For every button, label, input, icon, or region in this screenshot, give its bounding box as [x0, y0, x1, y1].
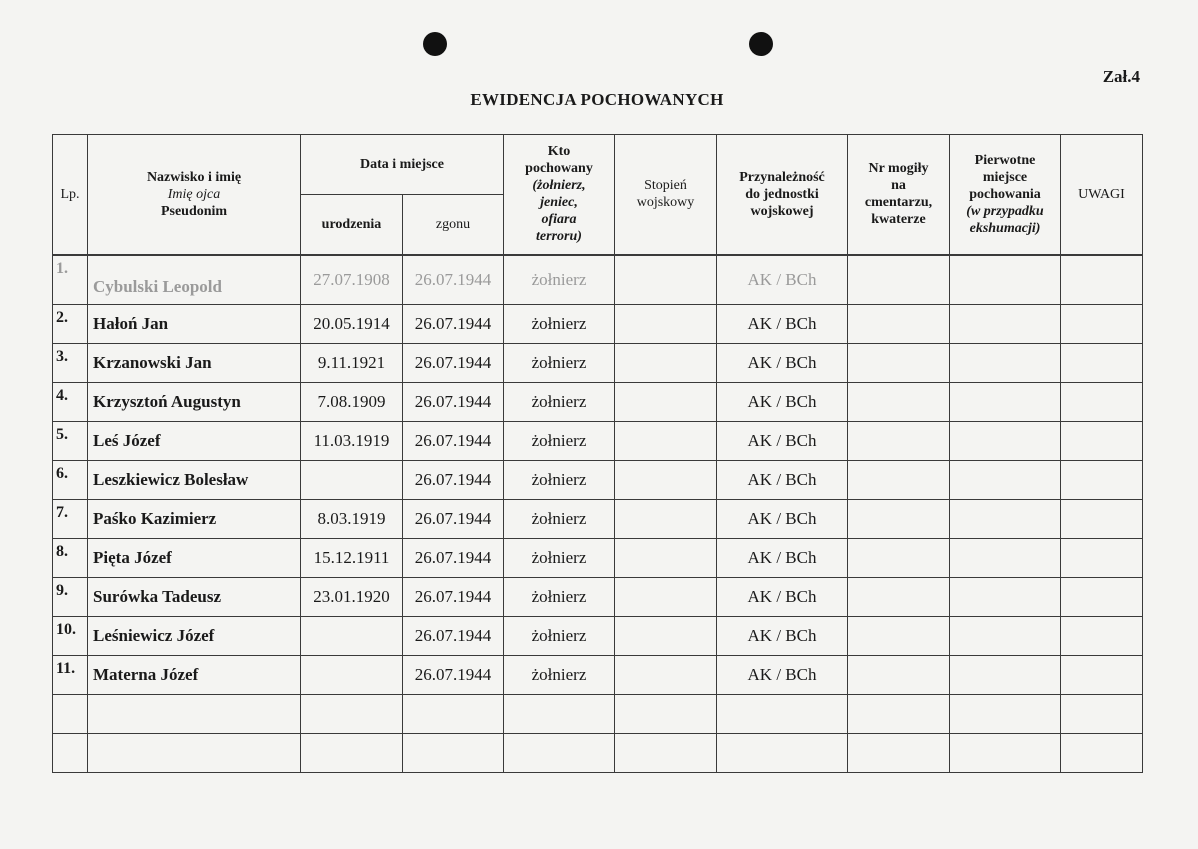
row-birth-date — [301, 655, 403, 694]
row-original-burial — [950, 499, 1061, 538]
row-remarks — [1061, 304, 1143, 343]
row-grave-number — [848, 694, 950, 733]
row-rank — [615, 616, 717, 655]
burial-register-table — [52, 134, 1143, 773]
header-name: Nazwisko i imię Imię ojca Pseudonim — [88, 135, 301, 255]
row-grave-number — [848, 255, 950, 305]
header-grave-number: Nr mogiły na cmentarzu, kwaterze — [848, 135, 950, 255]
row-who-buried: żołnierz — [504, 538, 615, 577]
row-name: Materna Józef — [88, 655, 301, 694]
row-grave-number — [848, 421, 950, 460]
row-grave-number — [848, 655, 950, 694]
row-who-buried — [504, 733, 615, 772]
row-original-burial — [950, 616, 1061, 655]
row-rank — [615, 733, 717, 772]
row-name: Krzanowski Jan — [88, 343, 301, 382]
row-original-burial — [950, 343, 1061, 382]
row-who-buried: żołnierz — [504, 655, 615, 694]
row-name: Leszkiewicz Bolesław — [88, 460, 301, 499]
row-number: 10. — [53, 616, 88, 655]
row-death-date — [403, 733, 504, 772]
table-row — [53, 421, 1143, 460]
table-row — [53, 655, 1143, 694]
row-remarks — [1061, 655, 1143, 694]
row-birth-date — [301, 733, 403, 772]
row-who-buried: żołnierz — [504, 577, 615, 616]
row-death-date: 26.07.1944 — [403, 421, 504, 460]
row-name: Pięta Józef — [88, 538, 301, 577]
header-lp: Lp. — [53, 135, 88, 255]
row-original-burial — [950, 577, 1061, 616]
row-grave-number — [848, 733, 950, 772]
row-original-burial — [950, 421, 1061, 460]
row-name — [88, 733, 301, 772]
table-row — [53, 499, 1143, 538]
header-original-burial: Pierwotne miejsce pochowania (w przypadku ekshumacji) — [950, 135, 1061, 255]
row-rank — [615, 421, 717, 460]
row-who-buried — [504, 694, 615, 733]
row-name — [88, 694, 301, 733]
row-original-burial — [950, 733, 1061, 772]
row-birth-date: 15.12.1911 — [301, 538, 403, 577]
row-rank — [615, 304, 717, 343]
row-grave-number — [848, 538, 950, 577]
row-original-burial — [950, 255, 1061, 305]
row-remarks — [1061, 421, 1143, 460]
row-grave-number — [848, 343, 950, 382]
row-original-burial — [950, 694, 1061, 733]
row-original-burial — [950, 538, 1061, 577]
row-grave-number — [848, 382, 950, 421]
row-death-date: 26.07.1944 — [403, 538, 504, 577]
row-unit: AK / BCh — [717, 499, 848, 538]
page-title: EWIDENCJA POCHOWANYCH — [470, 90, 724, 109]
header-who-buried: Kto pochowany (żołnierz, jeniec, ofiara terroru) — [504, 135, 615, 255]
row-birth-date — [301, 616, 403, 655]
row-remarks — [1061, 255, 1143, 305]
row-death-date — [403, 694, 504, 733]
row-unit — [717, 694, 848, 733]
table-row — [53, 304, 1143, 343]
row-number — [53, 694, 88, 733]
row-who-buried: żołnierz — [504, 421, 615, 460]
row-birth-date — [301, 460, 403, 499]
row-original-burial — [950, 655, 1061, 694]
row-name: Leś Józef — [88, 421, 301, 460]
table-row — [53, 382, 1143, 421]
row-unit: AK / BCh — [717, 421, 848, 460]
row-rank — [615, 694, 717, 733]
row-grave-number — [848, 460, 950, 499]
row-birth-date: 23.01.1920 — [301, 577, 403, 616]
row-rank — [615, 255, 717, 305]
row-birth-date: 11.03.1919 — [301, 421, 403, 460]
row-number: 11. — [53, 655, 88, 694]
row-who-buried: żołnierz — [504, 616, 615, 655]
table-body — [53, 255, 1143, 773]
table-header — [53, 135, 1143, 255]
row-death-date: 26.07.1944 — [403, 304, 504, 343]
row-unit: AK / BCh — [717, 655, 848, 694]
row-remarks — [1061, 343, 1143, 382]
row-unit: AK / BCh — [717, 538, 848, 577]
row-remarks — [1061, 499, 1143, 538]
row-remarks — [1061, 733, 1143, 772]
table-row — [53, 577, 1143, 616]
row-number: 6. — [53, 460, 88, 499]
row-who-buried: żołnierz — [504, 304, 615, 343]
row-remarks — [1061, 460, 1143, 499]
row-who-buried: żołnierz — [504, 460, 615, 499]
row-unit: AK / BCh — [717, 255, 848, 305]
row-death-date: 26.07.1944 — [403, 577, 504, 616]
row-remarks — [1061, 694, 1143, 733]
row-grave-number — [848, 304, 950, 343]
row-number: 5. — [53, 421, 88, 460]
punch-hole-right — [749, 32, 773, 56]
row-number: 9. — [53, 577, 88, 616]
row-who-buried: żołnierz — [504, 382, 615, 421]
punch-hole-left — [423, 32, 447, 56]
row-grave-number — [848, 577, 950, 616]
row-remarks — [1061, 538, 1143, 577]
row-original-burial — [950, 460, 1061, 499]
row-rank — [615, 499, 717, 538]
row-rank — [615, 577, 717, 616]
row-number: 3. — [53, 343, 88, 382]
table-row — [53, 255, 1143, 305]
row-original-burial — [950, 304, 1061, 343]
row-name: Paśko Kazimierz — [88, 499, 301, 538]
row-number: 8. — [53, 538, 88, 577]
row-birth-date: 20.05.1914 — [301, 304, 403, 343]
row-death-date: 26.07.1944 — [403, 499, 504, 538]
row-grave-number — [848, 499, 950, 538]
row-remarks — [1061, 382, 1143, 421]
row-unit: AK / BCh — [717, 382, 848, 421]
row-death-date: 26.07.1944 — [403, 382, 504, 421]
row-unit — [717, 733, 848, 772]
table-row — [53, 460, 1143, 499]
attachment-label: Zał.4 — [1102, 67, 1140, 86]
row-birth-date: 27.07.1908 — [301, 255, 403, 305]
header-rank: Stopień wojskowy — [615, 135, 717, 255]
row-rank — [615, 655, 717, 694]
row-name: Krzysztoń Augustyn — [88, 382, 301, 421]
row-number: 2. — [53, 304, 88, 343]
row-name: Hałoń Jan — [88, 304, 301, 343]
row-unit: AK / BCh — [717, 577, 848, 616]
header-death: zgonu — [403, 195, 504, 255]
row-number: 4. — [53, 382, 88, 421]
row-name: Cybulski Leopold — [88, 255, 301, 305]
row-name: Leśniewicz Józef — [88, 616, 301, 655]
row-who-buried: żołnierz — [504, 343, 615, 382]
row-remarks — [1061, 577, 1143, 616]
row-remarks — [1061, 616, 1143, 655]
row-death-date: 26.07.1944 — [403, 655, 504, 694]
table-row — [53, 733, 1143, 772]
row-original-burial — [950, 382, 1061, 421]
row-number: 7. — [53, 499, 88, 538]
row-name: Surówka Tadeusz — [88, 577, 301, 616]
row-birth-date: 8.03.1919 — [301, 499, 403, 538]
row-unit: AK / BCh — [717, 616, 848, 655]
header-date-place: Data i miejsce — [301, 135, 504, 195]
table-row — [53, 616, 1143, 655]
header-remarks: UWAGI — [1061, 135, 1143, 255]
row-death-date: 26.07.1944 — [403, 616, 504, 655]
row-who-buried: żołnierz — [504, 499, 615, 538]
row-birth-date — [301, 694, 403, 733]
row-number: 1. — [53, 255, 88, 305]
row-rank — [615, 343, 717, 382]
row-death-date: 26.07.1944 — [403, 255, 504, 305]
row-who-buried: żołnierz — [504, 255, 615, 305]
row-unit: AK / BCh — [717, 343, 848, 382]
row-death-date: 26.07.1944 — [403, 343, 504, 382]
header-birth: urodzenia — [301, 195, 403, 255]
row-rank — [615, 382, 717, 421]
table-row — [53, 343, 1143, 382]
row-unit: AK / BCh — [717, 460, 848, 499]
row-grave-number — [848, 616, 950, 655]
row-birth-date: 7.08.1909 — [301, 382, 403, 421]
row-number — [53, 733, 88, 772]
row-rank — [615, 460, 717, 499]
table-row — [53, 694, 1143, 733]
row-death-date: 26.07.1944 — [403, 460, 504, 499]
row-rank — [615, 538, 717, 577]
row-unit: AK / BCh — [717, 304, 848, 343]
header-unit: Przynależność do jednostki wojskowej — [717, 135, 848, 255]
row-birth-date: 9.11.1921 — [301, 343, 403, 382]
table-row — [53, 538, 1143, 577]
